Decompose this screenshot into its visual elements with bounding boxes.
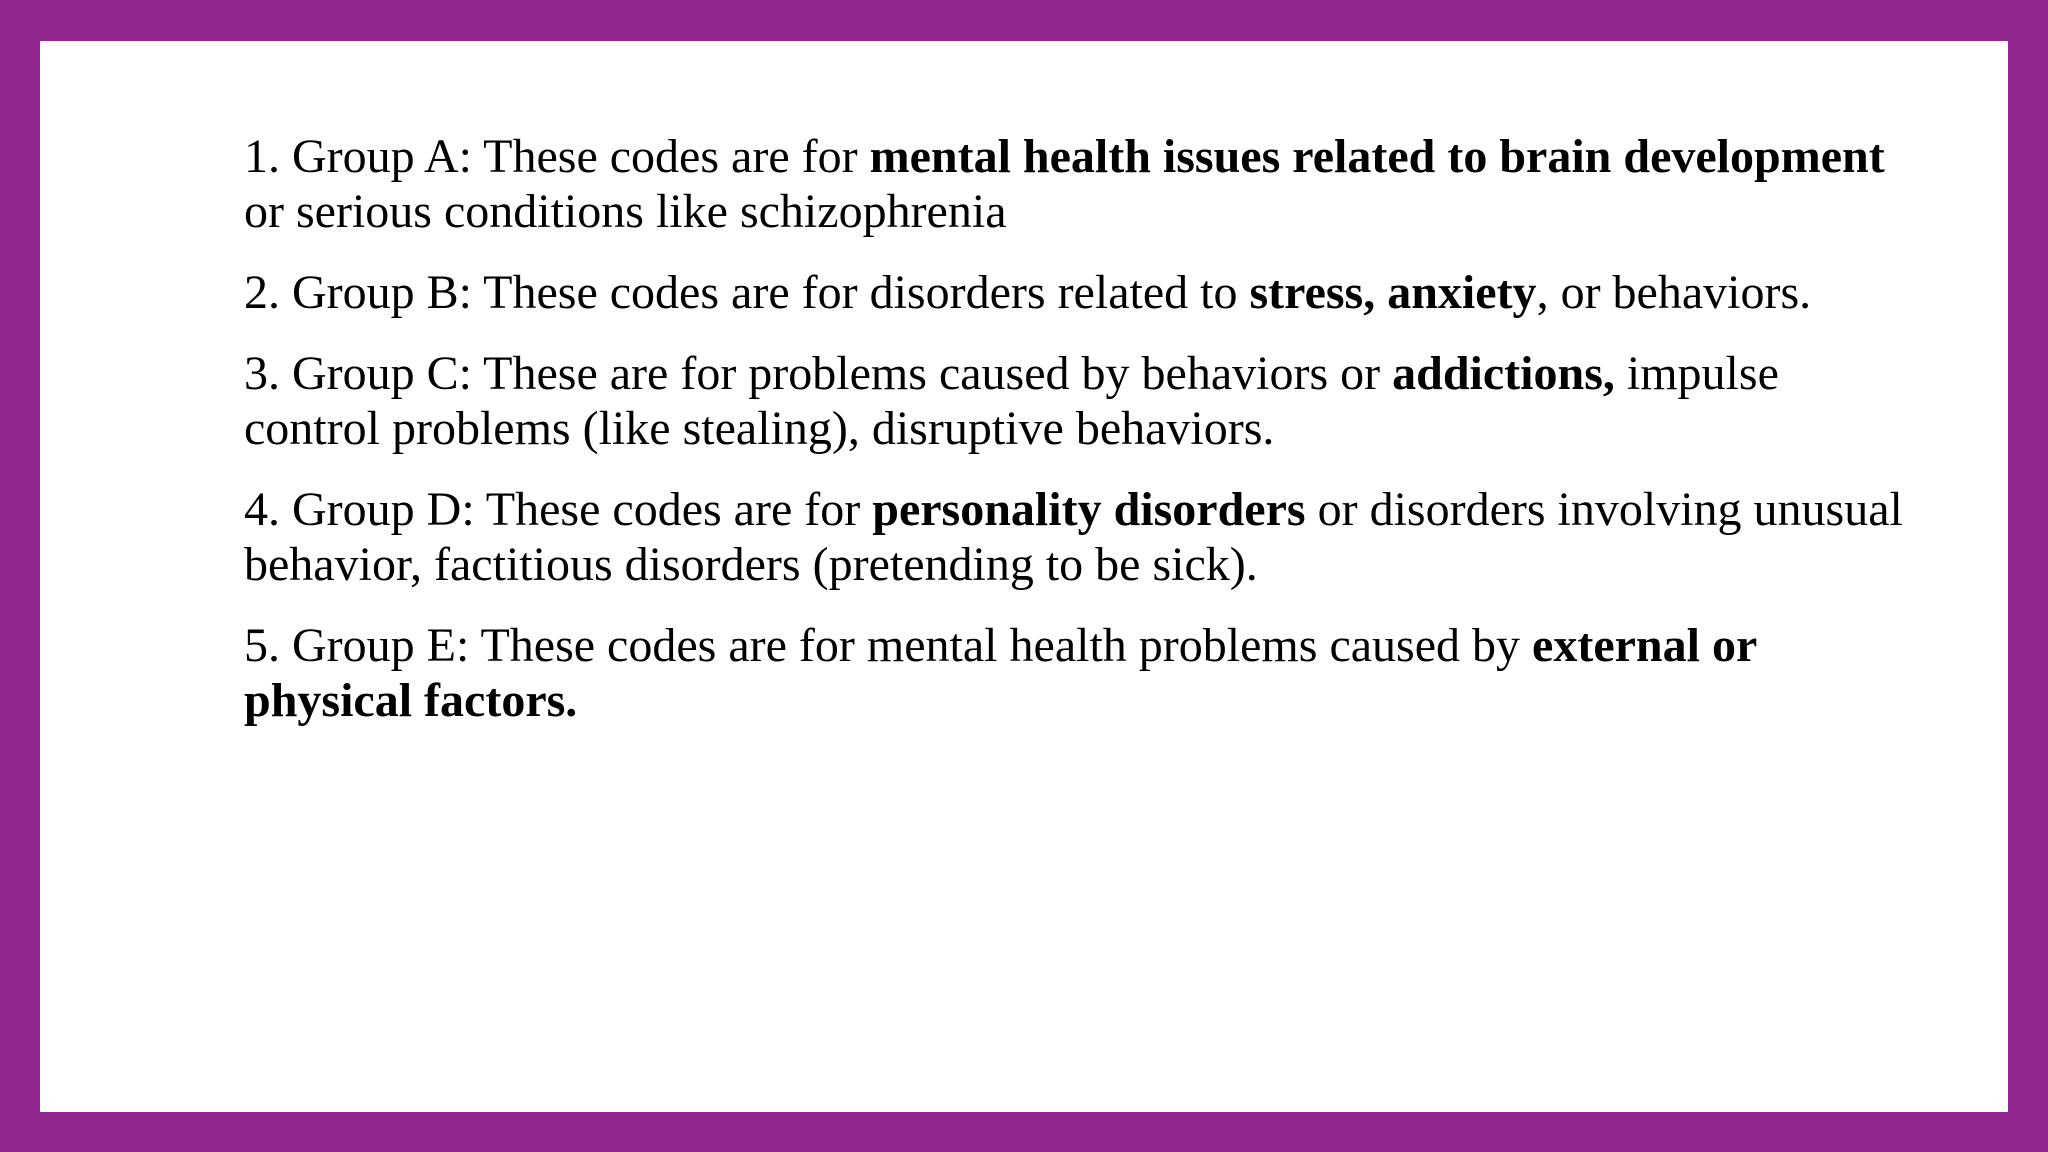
group-a-text: 1. Group A: These codes are for	[244, 130, 870, 183]
group-b-text-end: , or behaviors.	[1536, 266, 1812, 319]
list-item-group-a	[244, 129, 1924, 239]
group-c-text-end: impulse control problems (like stealing), disruptive behaviors.	[244, 347, 1779, 455]
group-c-emphasis: addictions,	[1392, 347, 1615, 400]
group-a-text-end: or serious conditions like schizophrenia	[244, 185, 1007, 238]
group-b-text: 2. Group B: These codes are for disorders related to	[244, 266, 1250, 319]
group-d-text: 4. Group D: These codes are for	[244, 483, 873, 536]
list-item-group-c	[244, 346, 1924, 456]
list-item-group-d	[244, 482, 1924, 592]
group-e-emphasis: external or physical factors.	[244, 619, 1757, 727]
group-c-text: 3. Group C: These are for problems caused by behaviors or	[244, 347, 1393, 400]
group-d-emphasis: personality disorders	[872, 483, 1306, 536]
group-e-text: 5. Group E: These codes are for mental health problems caused by	[244, 619, 1533, 672]
slide-canvas	[40, 41, 2008, 1112]
list-item-group-e	[244, 618, 1924, 728]
list-item-group-b	[244, 265, 1924, 320]
group-b-emphasis: stress, anxiety	[1249, 266, 1537, 319]
slide-text-body	[244, 129, 1924, 754]
group-d-text-end: or disorders involving unusual behavior, factitious disorders (pretending to be sick).	[244, 483, 1903, 591]
group-a-emphasis: mental health issues related to brain development	[869, 130, 1885, 183]
